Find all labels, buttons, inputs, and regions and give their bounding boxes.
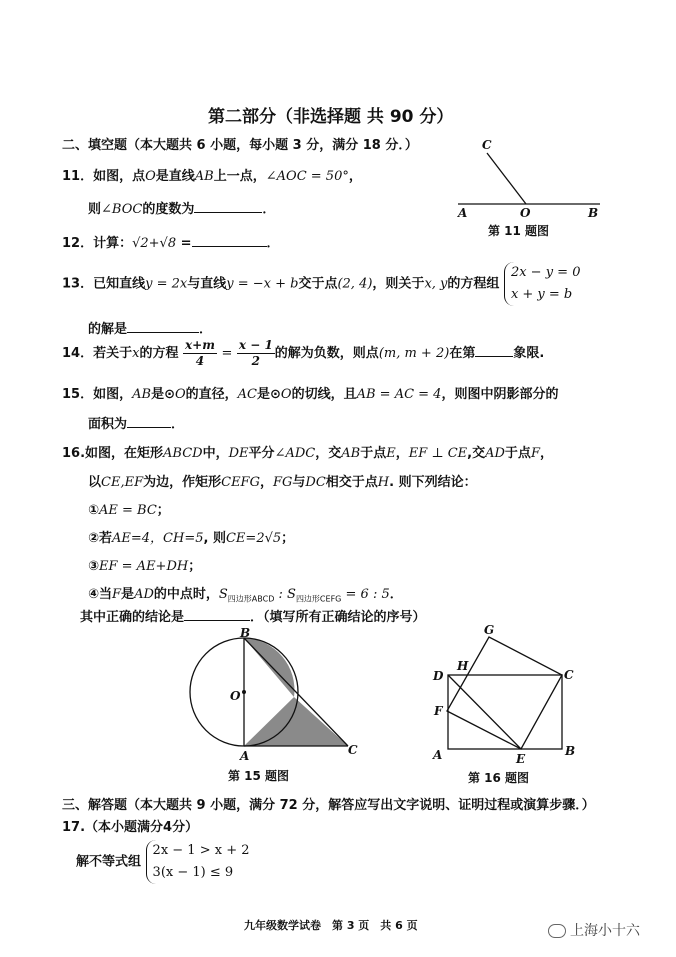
q11-number: 11． — [62, 169, 94, 184]
q14-denominator-left: 4 — [195, 354, 205, 368]
q15-text: 面积为 — [88, 417, 128, 432]
q16-conclusion-formula: AE = BC — [99, 503, 157, 518]
q15-text: 是⊙ — [257, 387, 281, 402]
figure-16-caption: 第 16 题图 — [468, 771, 530, 785]
segment-de — [448, 675, 521, 749]
label-f: F — [434, 704, 443, 718]
question-17 — [76, 840, 250, 888]
watermark-text: 上海小十六 — [570, 923, 640, 939]
q14-numerator-left: x+m — [185, 338, 215, 352]
q16-text: 以 — [88, 475, 102, 490]
q15-text: 的切线，且 — [291, 387, 357, 402]
q14-variable: x — [132, 346, 140, 361]
q14-text: 的解为负数，则点 — [274, 346, 379, 361]
q16-conclusion-4 — [88, 583, 403, 605]
q15-number: 15． — [62, 387, 94, 402]
q16-conclusion-number: ① — [88, 503, 100, 518]
q16-text: ,交 — [467, 446, 486, 461]
q11-text: 如图，点 — [93, 169, 146, 184]
q13-text: 的解是 — [88, 322, 128, 337]
q16-point-f: F — [112, 587, 122, 602]
q13-answer-blank[interactable] — [127, 320, 199, 333]
q13-text: 交于点 — [298, 276, 338, 292]
q16-point-f: F — [530, 446, 540, 461]
q16-text: ； — [188, 559, 202, 574]
q16-conclusion-number: ③ — [88, 559, 100, 574]
q16-text: 为边，作矩形 — [143, 475, 222, 490]
q16-segment-dc: DC — [305, 475, 326, 490]
q11-text: ． — [262, 202, 276, 217]
q13-text: 与直线 — [187, 276, 227, 292]
q11-text: 则 — [88, 202, 102, 217]
q13-text: ，则关于 — [372, 276, 425, 292]
label-a: A — [458, 206, 468, 220]
q11-text: 的度数为 — [142, 202, 195, 217]
q17-inequality-2: 3(x − 1) ≤ 9 — [152, 865, 234, 880]
label-c: C — [348, 743, 358, 757]
q14-text: 象限. — [513, 346, 545, 361]
label-o: O — [520, 206, 531, 220]
q14-point: (m, m + 2) — [378, 346, 450, 361]
figure-15-caption: 第 15 题图 — [228, 769, 290, 783]
q16-segment-de: DE — [228, 446, 249, 461]
q16-segment-ad: AD — [134, 587, 154, 602]
q13-equation-1: 2x − y = 0 — [510, 265, 581, 280]
question-13-line2 — [88, 318, 212, 337]
q15-text: ，则图中阴影部分的 — [441, 387, 559, 402]
q16-conclusion-formula: AE=4，CH=5 — [112, 531, 204, 546]
q15-answer-blank[interactable] — [127, 415, 171, 428]
q16-text: ， — [395, 446, 409, 461]
q14-text: 在第 — [449, 346, 476, 361]
q16-number: 16. — [62, 446, 86, 461]
q14-fraction-right — [237, 338, 275, 369]
label-b: B — [565, 744, 576, 758]
question-16-line2 — [88, 471, 477, 490]
q12-text: 计算： — [93, 236, 133, 251]
q16-ratio: = 6 : 5 — [341, 587, 390, 602]
q16-text: ， — [539, 446, 553, 461]
q16-text: 与 — [292, 475, 306, 490]
question-13 — [62, 262, 580, 302]
q15-text: 的直径， — [185, 387, 238, 402]
q16-colon: : — [274, 587, 288, 602]
q14-number: 14． — [62, 346, 94, 361]
q13-number: 13． — [62, 276, 94, 292]
question-15-line2 — [88, 413, 184, 432]
q16-conclusion-number: ④当 — [88, 587, 113, 602]
q16-rect-abcd: ABCD — [163, 446, 203, 461]
q13-line2: y = −x + b — [226, 276, 299, 292]
q16-text: 相交于点 — [325, 475, 378, 490]
q15-segment-ac: AC — [237, 387, 257, 402]
label-h: H — [457, 659, 469, 673]
q13-equation-2: x + y = b — [510, 287, 573, 302]
q15-text: ． — [171, 417, 185, 432]
part-title: 第二部分（非选择题 共 90 分） — [208, 107, 454, 127]
q16-conclusion-2 — [88, 527, 294, 546]
q13-text: ． — [199, 322, 213, 337]
q12-expression: √2+√8 — [132, 236, 177, 251]
page-footer: 九年级数学试卷 第 3 页 共 6 页 — [244, 919, 418, 932]
q16-conclusion-formula: CE=2√5 — [225, 531, 282, 546]
q16-area-symbol: S — [218, 587, 228, 602]
q16-sides: CE,EF — [101, 475, 144, 490]
q14-denominator-right: 2 — [251, 354, 261, 368]
q11-answer-blank[interactable] — [194, 200, 262, 213]
section-3-heading: 三、解答题（本大题共 9 小题，满分 72 分，解答应写出文字说明、证明过程或演算步骤．） — [62, 798, 595, 813]
q16-segment-ab: AB — [341, 446, 361, 461]
q15-segment-ab: AB — [132, 387, 152, 402]
wechat-icon — [548, 924, 566, 938]
q16-conclusion-3 — [88, 555, 201, 574]
q16-text: 平分 — [248, 446, 275, 461]
question-12 — [62, 232, 280, 251]
q15-text: 是⊙ — [151, 387, 175, 402]
q11-text: 上一点， — [213, 169, 266, 184]
q14-fraction-left — [183, 338, 217, 369]
q16-area-symbol: S — [287, 587, 296, 602]
question-16 — [62, 442, 553, 461]
question-11 — [62, 165, 362, 184]
label-e: E — [516, 752, 526, 766]
q16-text: ； — [156, 503, 170, 518]
q16-point-h: H — [377, 475, 390, 490]
q16-angle-adc: ∠ADC — [274, 446, 316, 461]
label-b: B — [588, 206, 599, 220]
label-o: O — [230, 689, 241, 703]
section-2-heading: 二、填空题（本大题共 6 小题，每小题 3 分，满分 18 分．） — [62, 138, 418, 153]
q15-text: 如图， — [93, 387, 133, 402]
label-g: G — [484, 623, 495, 637]
q16-text: ，交 — [315, 446, 342, 461]
q16-text: , 则 — [203, 531, 226, 546]
q13-point: (2, 4) — [337, 276, 373, 292]
q16-text: ． — [389, 587, 403, 602]
q16-conclusion-1 — [88, 499, 170, 518]
rectangle-abcd — [448, 675, 562, 749]
q17-inequality-1: 2x − 1 > x + 2 — [152, 843, 250, 858]
q11-angle: ∠AOC = 50° — [265, 169, 349, 184]
q16-answer-blank[interactable] — [184, 608, 250, 621]
question-14 — [62, 338, 544, 369]
q12-number: 12． — [62, 236, 94, 251]
figure-15 — [180, 628, 370, 768]
label-a: A — [433, 748, 443, 762]
label-c: C — [564, 668, 574, 682]
q13-variables: x, y — [424, 276, 448, 292]
q16-text: 其中正确的结论是 — [80, 610, 185, 625]
label-d: D — [433, 669, 444, 683]
q16-conclusion-formula: EF = AE+DH — [99, 559, 189, 574]
q16-perpendicular: EF ⊥ CE — [408, 446, 468, 461]
q11-angle-boc: ∠BOC — [101, 202, 143, 217]
q11-text: 是直线 — [155, 169, 195, 184]
q16-point-e: E — [386, 446, 396, 461]
q11-line-ab: AB — [194, 169, 214, 184]
question-15 — [62, 383, 558, 402]
q16-text: 于点 — [504, 446, 531, 461]
q11-text: ， — [348, 169, 362, 184]
q16-text: ， — [259, 475, 273, 490]
q12-text: ． — [266, 236, 280, 251]
q15-condition: AB = AC = 4 — [356, 387, 442, 402]
question-17-heading: 17.（本小题满分4分） — [62, 820, 199, 835]
q14-text: 的方程 — [139, 346, 179, 361]
q13-equation-system — [504, 262, 581, 306]
q16-text: 是 — [121, 587, 135, 602]
label-a: A — [240, 749, 250, 763]
q16-text: ．（填写所有正确结论的序号） — [250, 610, 426, 625]
q17-inequality-system — [146, 840, 250, 884]
q16-text: . 则下列结论： — [389, 475, 477, 490]
q13-text: 已知直线 — [93, 276, 146, 292]
q16-area-subscript: 四边形CEFG — [295, 594, 342, 604]
q13-line1: y = 2x — [145, 276, 188, 292]
ray-oc — [487, 153, 526, 204]
q14-answer-blank[interactable] — [475, 344, 513, 357]
q16-area-subscript: 四边形ABCD — [227, 594, 275, 604]
center-dot — [242, 690, 246, 694]
q16-segment-ad: AD — [485, 446, 505, 461]
q16-conclusion-number: ②若 — [88, 531, 113, 546]
q16-rect-cefg: CEFG — [221, 475, 260, 490]
q11-point-o: O — [145, 169, 156, 184]
q14-equals: = — [221, 346, 233, 361]
q17-text: 解不等式组 — [76, 854, 142, 870]
q16-text: 如图，在矩形 — [85, 446, 164, 461]
figure-16 — [428, 618, 588, 768]
q16-text: 中， — [202, 446, 229, 461]
q16-question — [80, 606, 426, 625]
q16-text: 于点 — [360, 446, 387, 461]
q15-circle-o: O — [280, 387, 292, 402]
label-b: B — [240, 628, 251, 640]
q14-numerator-right: x − 1 — [238, 338, 273, 352]
figure-11-caption: 第 11 题图 — [488, 224, 550, 238]
q14-text: 若关于 — [93, 346, 133, 361]
watermark — [548, 920, 640, 940]
q16-segment-fg: FG — [272, 475, 293, 490]
q12-answer-blank[interactable] — [192, 234, 267, 247]
q15-circle-o: O — [174, 387, 186, 402]
q16-text: 的中点时， — [153, 587, 219, 602]
question-11-line2 — [88, 198, 275, 217]
q12-equals: = — [176, 236, 192, 251]
q16-text: ； — [281, 531, 295, 546]
label-c: C — [482, 138, 492, 152]
q13-text: 的方程组 — [447, 276, 500, 292]
